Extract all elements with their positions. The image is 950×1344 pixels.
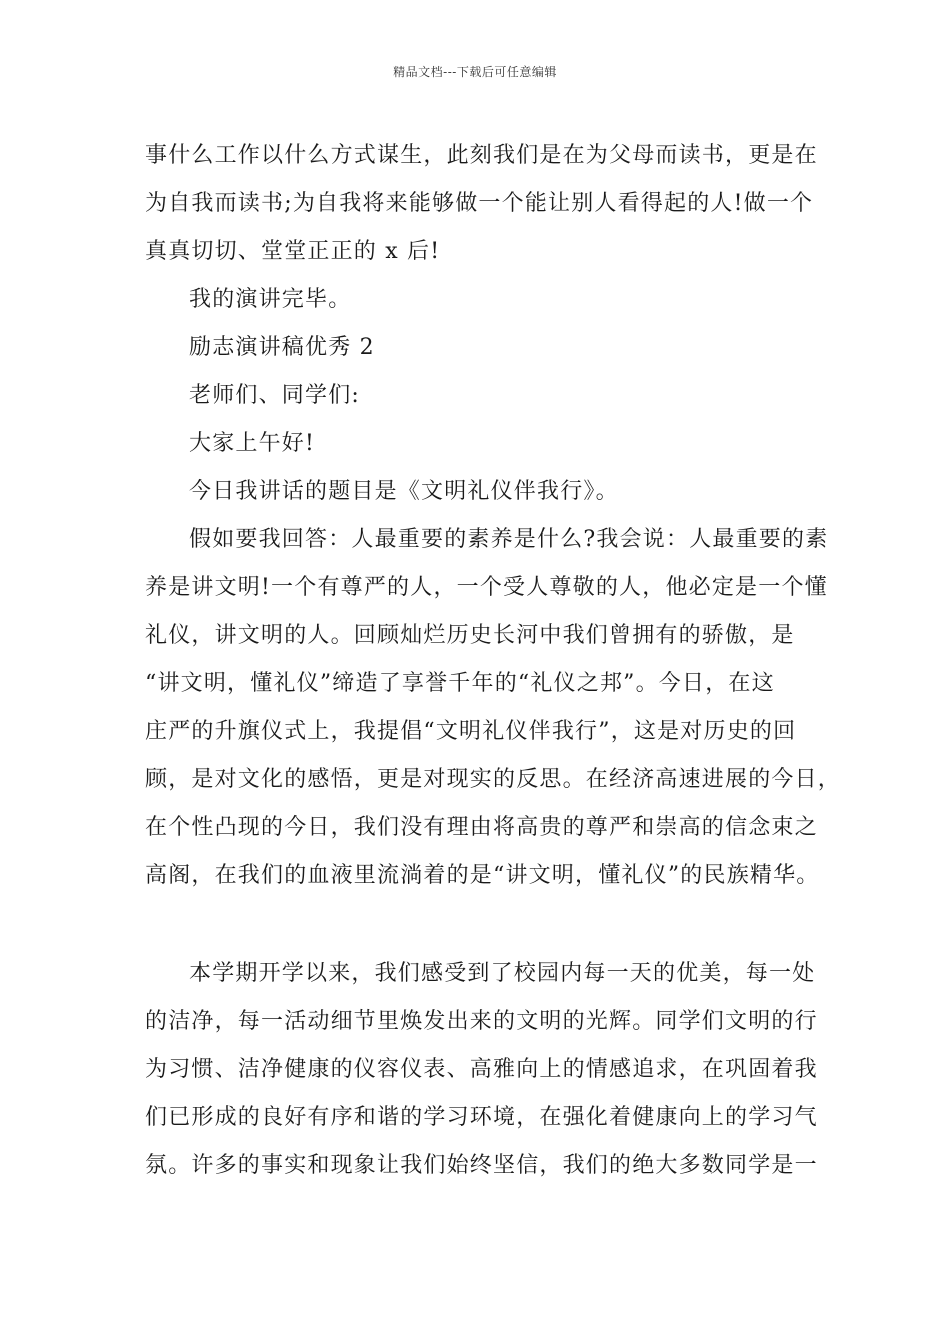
text-line: 礼仪，讲文明的人。回顾灿烂历史长河中我们曾拥有的骄傲，是 [145, 623, 795, 648]
text-line: 庄严的升旗仪式上，我提倡“文明礼仪伴我行”，这是对历史的回 [145, 719, 797, 744]
text-line: 高阁，在我们的血液里流淌着的是“讲文明，懂礼仪”的民族精华。 [145, 863, 820, 888]
speech-topic: 今日我讲话的题目是《文明礼仪伴我行》。 [189, 479, 619, 504]
text-line: 的洁净，每一活动细节里焕发出来的文明的光辉。同学们文明的行 [145, 1009, 818, 1034]
text-line: 们已形成的良好有序和谐的学习环境，在强化着健康向上的学习气 [145, 1105, 818, 1130]
text-line: “讲文明，懂礼仪”缔造了享誉千年的“礼仪之邦”。今日，在这 [145, 671, 775, 696]
paragraph-gap [145, 900, 825, 950]
text-line: 为自我而读书;为自我将来能够做一个能让别人看得起的人!做一个 [145, 191, 814, 216]
text-line: 在个性凸现的今日，我们没有理由将高贵的尊严和崇高的信念束之 [145, 815, 818, 840]
document-body [145, 132, 842, 1190]
text-line: 顾，是对文化的感悟，更是对现实的反思。在经济高速进展的今日， [145, 767, 842, 792]
text-line: 事什么工作以什么方式谋生，此刻我们是在为父母而读书，更是在 [145, 143, 818, 168]
closing-line: 我的演讲完毕。 [189, 287, 352, 312]
text-line: 养是讲文明!一个有尊严的人，一个受人尊敬的人，他必定是一个懂 [145, 575, 828, 600]
greeting: 大家上午好! [189, 431, 316, 456]
page-header: 精品文档---下载后可任意编辑 [393, 65, 557, 79]
text-line: 为习惯、洁净健康的仪容仪表、高雅向上的情感追求，在巩固着我 [145, 1057, 818, 1082]
paragraph-first-line: 本学期开学以来，我们感受到了校园内每一天的优美，每一处 [189, 961, 816, 986]
salutation: 老师们、同学们: [189, 383, 361, 408]
paragraph-first-line: 假如要我回答：人最重要的素养是什么?我会说：人最重要的素 [189, 527, 829, 552]
text-line: 氛。许多的事实和现象让我们始终坚信，我们的绝大多数同学是一 [145, 1153, 818, 1178]
section-title: 励志演讲稿优秀 2 [189, 335, 375, 360]
text-line: 真真切切、堂堂正正的 x 后! [145, 239, 441, 264]
